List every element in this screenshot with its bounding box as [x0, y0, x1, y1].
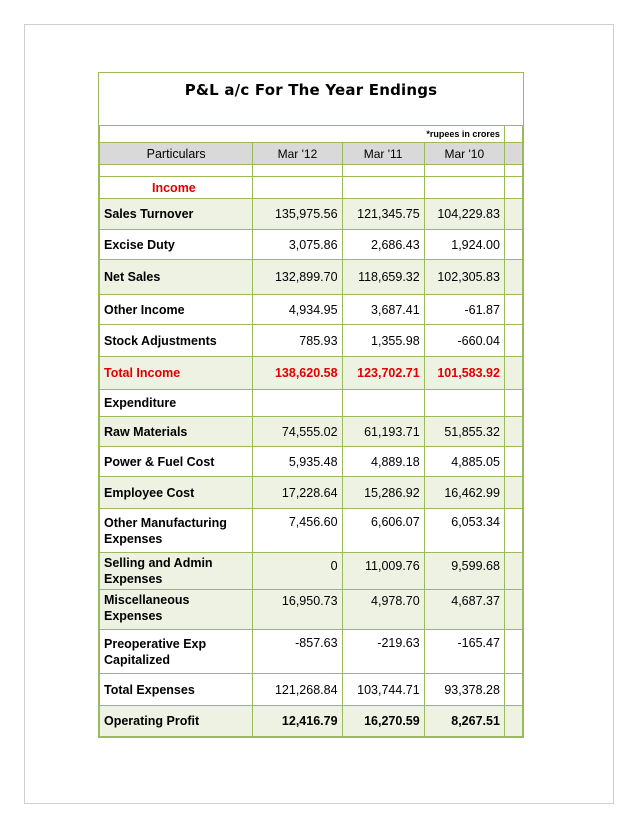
table-row: [100, 477, 523, 509]
row-label: Other Income: [100, 295, 253, 325]
header-mar-11: Mar '11: [342, 143, 424, 165]
cell-mar-10: -61.87: [424, 295, 504, 325]
header-row: [100, 143, 523, 165]
cell-mar-10: 16,462.99: [424, 477, 504, 509]
table-row: [100, 260, 523, 295]
row-label: Sales Turnover: [100, 199, 253, 230]
row-label: Total Expenses: [100, 674, 253, 706]
cell-mar-11: 6,606.07: [342, 509, 424, 553]
header-mar-10: Mar '10: [424, 143, 504, 165]
row-label: Net Sales: [100, 260, 253, 295]
cell-mar-11: 4,889.18: [342, 447, 424, 477]
table-row: [100, 417, 523, 447]
table-row: [100, 447, 523, 477]
cell-mar-10: 102,305.83: [424, 260, 504, 295]
row-label: Operating Profit: [100, 706, 253, 737]
table-row: [100, 509, 523, 553]
row-label: Miscellaneous Expenses: [100, 590, 253, 630]
section-income-label: Income: [100, 177, 253, 199]
financial-table: [99, 126, 523, 737]
cell-mar-10: 8,267.51: [424, 706, 504, 737]
title-row: [99, 73, 523, 126]
row-label: Excise Duty: [100, 230, 253, 260]
table-row-total-expenses: [100, 674, 523, 706]
cell-mar-11: 3,687.41: [342, 295, 424, 325]
table-row: [100, 199, 523, 230]
section-expenditure-row: [100, 390, 523, 417]
table-row-total-income: [100, 357, 523, 390]
page-title: P&L a/c For The Year Endings: [184, 81, 438, 99]
cell-mar-12: 4,934.95: [253, 295, 342, 325]
cell-mar-12: -857.63: [253, 630, 342, 674]
row-label: Power & Fuel Cost: [100, 447, 253, 477]
cell-mar-10: 1,924.00: [424, 230, 504, 260]
cell-mar-12: 138,620.58: [253, 357, 342, 390]
section-income-row: [100, 177, 523, 199]
cell-mar-10: 104,229.83: [424, 199, 504, 230]
pl-statement-table: [98, 72, 524, 738]
cell-mar-11: 121,345.75: [342, 199, 424, 230]
table-row: [100, 590, 523, 630]
cell-mar-11: 11,009.76: [342, 553, 424, 590]
header-particulars: Particulars: [100, 143, 253, 165]
row-label: Raw Materials: [100, 417, 253, 447]
row-label: Other Manufacturing Expenses: [100, 509, 253, 553]
row-label: Employee Cost: [100, 477, 253, 509]
cell-mar-10: 4,885.05: [424, 447, 504, 477]
cell-mar-10: -660.04: [424, 325, 504, 357]
cell-mar-10: 9,599.68: [424, 553, 504, 590]
units-note: *rupees in crores: [100, 126, 505, 143]
cell-mar-10: 51,855.32: [424, 417, 504, 447]
cell-mar-11: 1,355.98: [342, 325, 424, 357]
cell-mar-10: 6,053.34: [424, 509, 504, 553]
cell-mar-11: 118,659.32: [342, 260, 424, 295]
table-row: [100, 230, 523, 260]
cell-mar-12: 132,899.70: [253, 260, 342, 295]
cell-mar-12: 12,416.79: [253, 706, 342, 737]
cell-mar-12: 121,268.84: [253, 674, 342, 706]
row-label: Stock Adjustments: [100, 325, 253, 357]
cell-mar-10: -165.47: [424, 630, 504, 674]
cell-mar-11: 103,744.71: [342, 674, 424, 706]
table-row: [100, 295, 523, 325]
units-note-row: [100, 126, 523, 143]
row-label: Expenditure: [100, 390, 253, 417]
cell-mar-11: 4,978.70: [342, 590, 424, 630]
row-label: Preoperative Exp Capitalized: [100, 630, 253, 674]
cell-mar-10: 4,687.37: [424, 590, 504, 630]
cell-mar-11: 61,193.71: [342, 417, 424, 447]
cell-mar-12: 74,555.02: [253, 417, 342, 447]
cell-mar-11: -219.63: [342, 630, 424, 674]
table-row: [100, 630, 523, 674]
cell-mar-11: 15,286.92: [342, 477, 424, 509]
table-row-operating-profit: [100, 706, 523, 737]
cell-mar-11: 2,686.43: [342, 230, 424, 260]
cell-mar-12: 0: [253, 553, 342, 590]
cell-mar-12: 135,975.56: [253, 199, 342, 230]
row-label: Total Income: [100, 357, 253, 390]
cell-mar-12: 785.93: [253, 325, 342, 357]
cell-mar-12: 5,935.48: [253, 447, 342, 477]
cell-mar-12: 7,456.60: [253, 509, 342, 553]
cell-mar-12: 3,075.86: [253, 230, 342, 260]
header-mar-12: Mar '12: [253, 143, 342, 165]
row-label: Selling and Admin Expenses: [100, 553, 253, 590]
table-row: [100, 325, 523, 357]
cell-mar-11: 123,702.71: [342, 357, 424, 390]
cell-mar-11: 16,270.59: [342, 706, 424, 737]
table-row: [100, 553, 523, 590]
spacer-row: [100, 165, 523, 177]
cell-mar-10: 101,583.92: [424, 357, 504, 390]
cell-mar-12: 17,228.64: [253, 477, 342, 509]
cell-mar-12: 16,950.73: [253, 590, 342, 630]
cell-mar-10: 93,378.28: [424, 674, 504, 706]
